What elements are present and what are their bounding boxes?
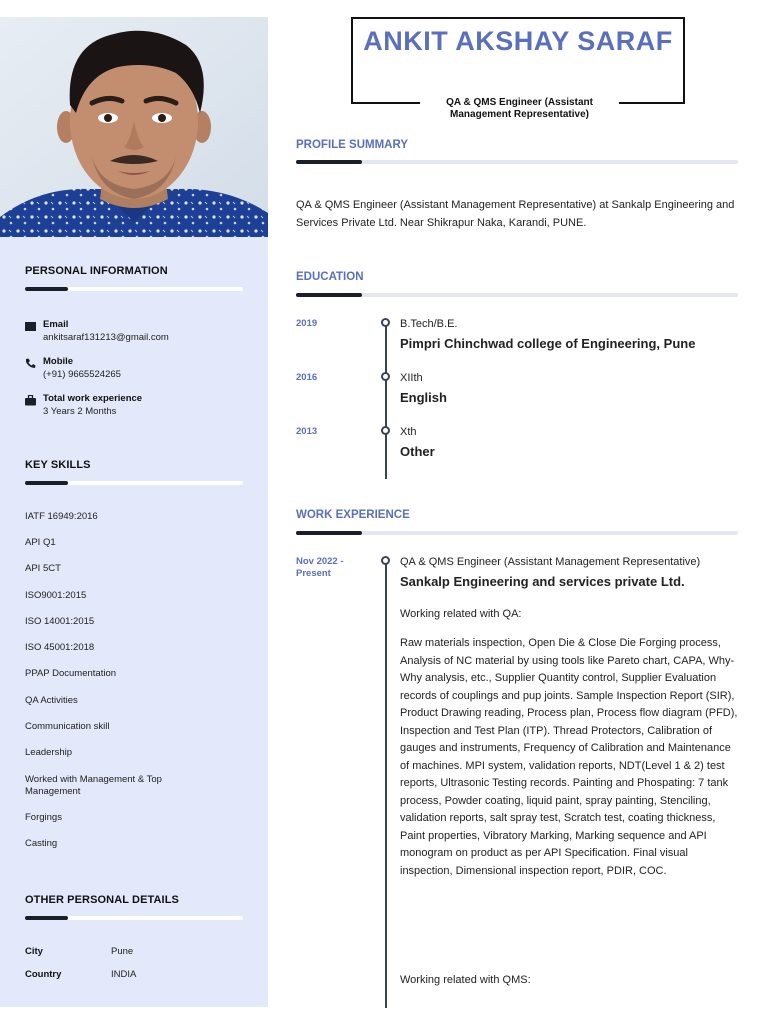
profile-photo	[0, 17, 268, 237]
section-divider	[296, 160, 738, 164]
education-degree: Xth	[400, 426, 417, 438]
work-company: Sankalp Engineering and services private Ltd.	[400, 574, 685, 589]
skill-item: API 5CT	[25, 563, 61, 574]
profile-photo-image	[0, 17, 268, 237]
section-divider	[25, 916, 243, 920]
education-degree: XIIth	[400, 372, 423, 384]
work-experience-title: WORK EXPERIENCE	[296, 509, 410, 521]
timeline-dot	[381, 318, 390, 327]
city-label: City	[25, 946, 43, 957]
experience-label: Total work experience	[43, 393, 143, 404]
profile-summary-title: PROFILE SUMMARY	[296, 139, 409, 151]
key-skills-title: KEY SKILLS	[25, 459, 91, 471]
qms-heading: Working related with QMS:	[400, 974, 531, 986]
section-divider	[25, 287, 243, 291]
country-value: INDIA	[111, 969, 137, 980]
work-timeline	[385, 558, 387, 1008]
mobile-label: Mobile	[43, 356, 74, 367]
timeline-dot	[381, 426, 390, 435]
mobile-value[interactable]: (+91) 9665524265	[43, 369, 121, 380]
skill-item: API Q1	[25, 537, 56, 548]
education-title: EDUCATION	[296, 271, 364, 283]
education-timeline	[385, 320, 387, 479]
education-year: 2013	[296, 426, 318, 437]
candidate-headline: QA & QMS Engineer (Assistant Management Representative)	[420, 97, 619, 121]
skill-item: Casting	[25, 838, 58, 849]
skill-item: QA Activities	[25, 695, 78, 706]
skill-item: ISO9001:2015	[25, 590, 87, 601]
city-value: Pune	[111, 946, 134, 957]
timeline-dot	[381, 556, 390, 565]
briefcase-icon	[25, 395, 36, 406]
email-value[interactable]: ankitsaraf131213@gmail.com	[43, 332, 169, 343]
section-divider	[25, 481, 243, 485]
education-institution: English	[400, 390, 447, 405]
skill-item: Forgings	[25, 812, 62, 823]
education-institution: Pimpri Chinchwad college of Engineering, Pune	[400, 336, 696, 351]
education-institution: Other	[400, 444, 435, 459]
country-label: Country	[25, 969, 62, 980]
education-degree: B.Tech/B.E.	[400, 318, 458, 330]
education-year: 2016	[296, 372, 318, 383]
skill-item: ISO 45001:2018	[25, 642, 95, 653]
profile-summary-text: QA & QMS Engineer (Assistant Management Representative) at Sankalp Engineering and Services Private Ltd. Near Shikrapur Naka, Karandi, PUNE.	[296, 199, 735, 229]
personal-information-section	[25, 265, 243, 291]
candidate-name: ANKIT AKSHAY SARAF	[363, 26, 673, 56]
phone-icon	[25, 358, 36, 369]
skill-item: PPAP Documentation	[25, 668, 117, 679]
key-skills-section	[25, 459, 243, 485]
qa-heading: Working related with QA:	[400, 608, 522, 620]
timeline-dot	[381, 372, 390, 381]
skill-item: Worked with Management & Top Management	[25, 774, 162, 797]
personal-information-title: PERSONAL INFORMATION	[25, 265, 168, 277]
sidebar	[0, 17, 268, 1007]
email-label: Email	[43, 319, 69, 330]
work-period: Nov 2022 - Present	[296, 556, 344, 579]
education-year: 2019	[296, 318, 318, 329]
skill-item: Leadership	[25, 747, 73, 758]
skill-item: IATF 16949:2016	[25, 511, 98, 522]
section-divider	[296, 293, 738, 297]
other-details-section	[25, 894, 243, 920]
envelope-icon	[25, 321, 36, 332]
skill-item: ISO 14001:2015	[25, 616, 95, 627]
experience-value: 3 Years 2 Months	[43, 406, 117, 417]
work-role: QA & QMS Engineer (Assistant Management Representative)	[400, 556, 701, 568]
qa-description: Raw materials inspection, Open Die & Close Die Forging process, Analysis of NC material by using tools like Pareto chart, CAPA, Why-Why analysis, etc., Supplier Quantity control, Supplier Evaluation records of couplings and pup joints. Sample Inspection Report (SIR), Product Drawing reading, Process plan, Process flow diagram (PFD), Inspection and Test Plan (ITP). Thread Protectors, Calibration of gauges and instruments, Frequency of Calibration and Maintenance of machines. MPI system, validation reports, NDT(Level 1 & 2) test reports, Ultrasonic Testing records. Painting and Phospating: 7 tank process, Powder coating, liquid paint, spray painting, Stenciling, validation reports, salt spray test, Scratch test, coating thickness, Paint properties, Vibratory Marking, Marking sequence and API monogram on product as per API Specification. Final visual inspection, Dimensional inspection report, PDIR, COC.	[400, 637, 738, 877]
skill-item: Communication skill	[25, 721, 110, 732]
other-details-title: OTHER PERSONAL DETAILS	[25, 894, 179, 906]
name-box	[351, 17, 685, 104]
section-divider	[296, 531, 738, 535]
